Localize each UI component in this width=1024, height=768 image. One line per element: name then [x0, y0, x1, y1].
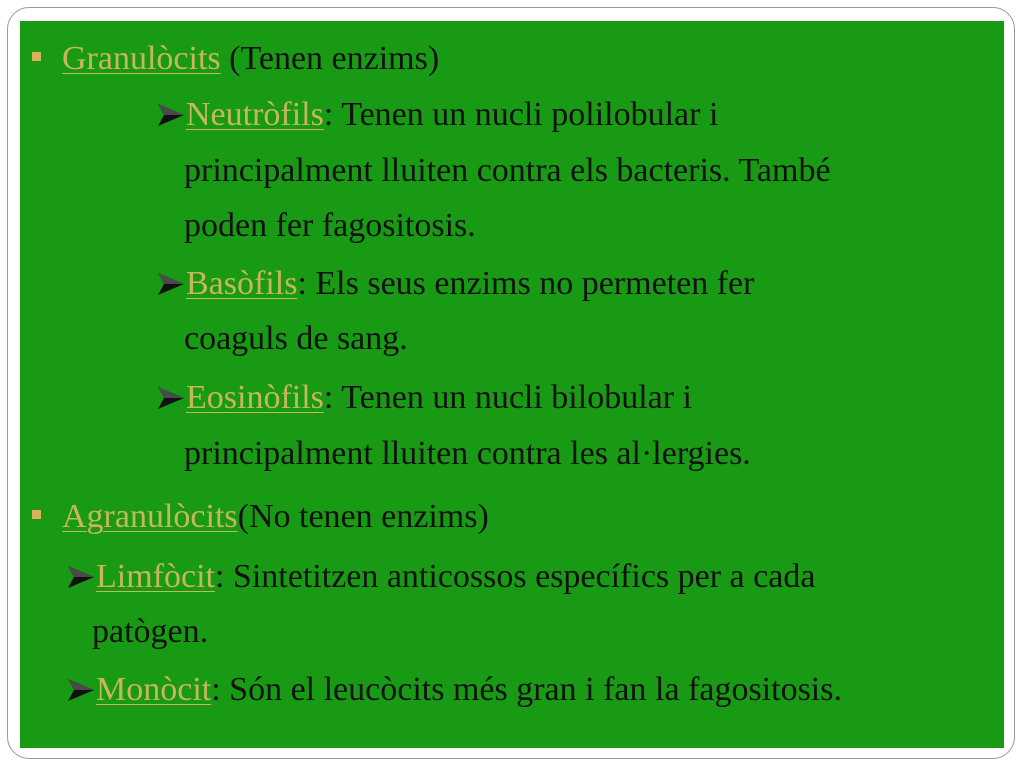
arrow-bullet-icon	[68, 566, 94, 588]
limfocit-description-line1: : Sintetitzen anticossos específics per a cada	[214, 558, 816, 595]
slide-body	[20, 21, 1004, 748]
square-bullet-icon	[32, 52, 41, 61]
link-eosinofils[interactable]: Eosinòfils	[186, 379, 324, 416]
neutrofils-description-line3: poden fer fagositosis.	[184, 207, 476, 244]
basofils-description-line2: coaguls de sang.	[184, 320, 408, 357]
link-agranulocits[interactable]: Agranulòcits	[62, 498, 238, 535]
list-item-agranulocits	[62, 489, 489, 545]
granulocits-description: (Tenen enzims)	[220, 40, 440, 77]
link-monocit[interactable]: Monòcit	[96, 671, 212, 708]
link-limfocit[interactable]: Limfòcit	[96, 558, 215, 595]
link-granulocits[interactable]: Granulòcits	[62, 40, 221, 77]
eosinofils-description-line1: : Tenen un nucli bilobular i	[323, 379, 692, 416]
list-item-limfocit	[68, 549, 815, 605]
arrow-bullet-icon	[158, 387, 184, 409]
link-basofils[interactable]: Basòfils	[186, 265, 298, 302]
arrow-bullet-icon	[68, 679, 94, 701]
link-neutrofils[interactable]: Neutròfils	[186, 96, 324, 133]
list-item-neutrofils	[158, 87, 718, 143]
neutrofils-description-line2: principalment lluiten contra els bacteris. També	[184, 152, 831, 189]
slide-content-panel	[20, 21, 1004, 748]
list-item-monocit	[68, 662, 842, 718]
eosinofils-description-line2: principalment lluiten contra les al·lergies.	[184, 435, 751, 472]
neutrofils-description-line1: : Tenen un nucli polilobular i	[323, 96, 719, 133]
limfocit-description-line2: patògen.	[92, 613, 209, 650]
list-item-granulocits	[62, 31, 439, 87]
arrow-bullet-icon	[158, 104, 184, 126]
list-item-eosinofils	[158, 370, 692, 426]
monocit-description-line1: : Són el leucòcits més gran i fan la fagositosis.	[211, 671, 842, 708]
square-bullet-icon	[32, 510, 41, 519]
list-item-basofils	[158, 256, 754, 312]
agranulocits-description: (No tenen enzims)	[237, 498, 489, 535]
basofils-description-line1: : Els seus enzims no permeten fer	[297, 265, 755, 302]
arrow-bullet-icon	[158, 273, 184, 295]
